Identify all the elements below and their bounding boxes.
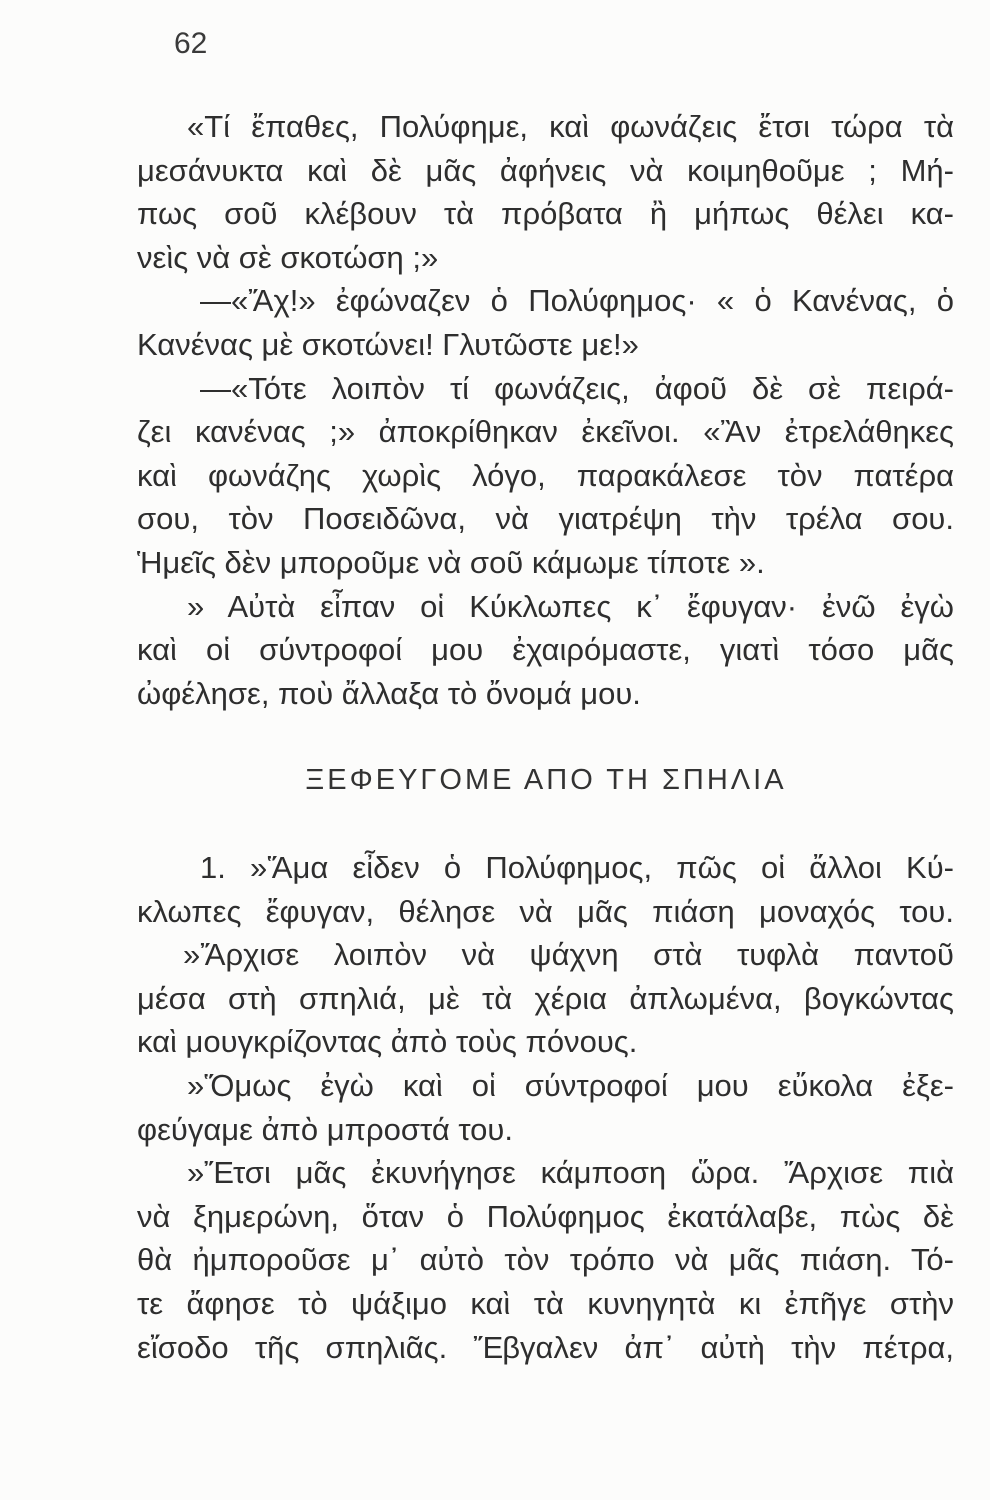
text-line: φεύγαμε ἀπὸ μπροστά του. <box>137 1111 513 1147</box>
text-after-heading <box>137 846 955 1369</box>
paragraph <box>137 933 955 1064</box>
text-before-heading <box>137 105 955 715</box>
paragraph <box>137 105 955 279</box>
text-line: »Ἔτσι μᾶς ἐκυνήγησε κάμποση ὥρα. Ἄρχισε πιὰ <box>187 1155 954 1191</box>
text-line: »Ἄρχισε λοιπὸν νὰ ψάχνη στὰ τυφλὰ παντοῦ <box>183 937 954 973</box>
text-line: —«Ἄχ!» ἐφώναζεν ὁ Πολύφημος· « ὁ Κανένας, ὁ <box>200 283 954 319</box>
text-line: ὠφέλησε, ποὺ ἄλλαξα τὸ ὄνομά μου. <box>137 675 641 711</box>
text-line: θὰ ἠμποροῦσε μ᾿ αὐτὸ τὸν τρόπο νὰ μᾶς πιάση. Τό- <box>137 1242 954 1278</box>
text-line: ζει κανένας ;» ἀποκρίθηκαν ἐκεῖνοι. «Ἂν ἐτρελάθηκες <box>137 414 954 450</box>
text-line: πως σοῦ κλέβουν τὰ πρόβατα ἢ μήπως θέλει κα- <box>137 196 954 232</box>
paragraph <box>137 1151 955 1369</box>
paragraph <box>137 367 955 585</box>
text-line: σου, τὸν Ποσειδῶνα, νὰ γιατρέψη τὴν τρέλα σου. <box>137 501 954 537</box>
paragraph <box>137 585 955 716</box>
text-line: νὰ ξημερώνη, ὅταν ὁ Πολύφημος ἐκατάλαβε, πὼς δὲ <box>137 1198 954 1234</box>
text-line: καὶ μουγκρίζοντας ἀπὸ τοὺς πόνους. <box>137 1024 638 1060</box>
page-number: 62 <box>174 27 208 60</box>
text-line: καὶ φωνάζης χωρὶς λόγο, παρακάλεσε τὸν πατέρα <box>137 457 954 493</box>
text-line: κλωπες ἔφυγαν, θέλησε νὰ μᾶς πιάση μοναχός του. <box>137 893 954 929</box>
text-line: Ἡμεῖς δὲν μποροῦμε νὰ σοῦ κάμωμε τίποτε ». <box>137 544 765 580</box>
paragraph <box>137 1064 955 1151</box>
text-line: καὶ οἱ σύντροφοί μου ἐχαιρόμαστε, γιατὶ τόσο μᾶς <box>137 632 954 668</box>
text-line: νεὶς νὰ σὲ σκοτώση ;» <box>137 239 439 275</box>
text-line: «Τί ἔπαθες, Πολύφημε, καὶ φωνάζεις ἔτσι τώρα τὰ <box>187 109 954 144</box>
text-line: —«Τότε λοιπὸν τί φωνάζεις, ἀφοῦ δὲ σὲ πειρά- <box>200 370 954 406</box>
text-line: μέσα στὴ σπηλιά, μὲ τὰ χέρια ἀπλωμένα, βογκώντας <box>137 980 954 1016</box>
text-line: » Αὐτὰ εἶπαν οἱ Κύκλωπες κ᾿ ἔφυγαν· ἐνῶ ἐγὼ <box>187 588 954 624</box>
text-line: εἴσοδο τῆς σπηλιᾶς. Ἔβγαλεν ἀπ᾿ αὐτὴ τὴν πέτρα, <box>137 1329 954 1365</box>
text-line: »Ὅμως ἐγὼ καὶ οἱ σύντροφοί μου εὔκολα ἐξε- <box>187 1067 954 1103</box>
section-heading: ΞΕΦΕΥΓΟΜΕ ΑΠΟ ΤΗ ΣΠΗΛΙΑ <box>305 764 787 796</box>
text-line: 1. »Ἅμα εἶδεν ὁ Πολύφημος, πῶς οἱ ἄλλοι Κύ- <box>200 850 954 885</box>
text-line: μεσάνυκτα καὶ δὲ μᾶς ἀφήνεις νὰ κοιμηθοῦμε ; Μή- <box>137 152 954 188</box>
text-line: Κανένας μὲ σκοτώνει! Γλυτῶστε με!» <box>137 326 639 362</box>
paragraph <box>137 279 955 366</box>
text-line: τε ἄφησε τὸ ψάξιμο καὶ τὰ κυνηγητὰ κι ἐπῆγε στὴν <box>137 1285 954 1321</box>
paragraph <box>137 846 955 933</box>
